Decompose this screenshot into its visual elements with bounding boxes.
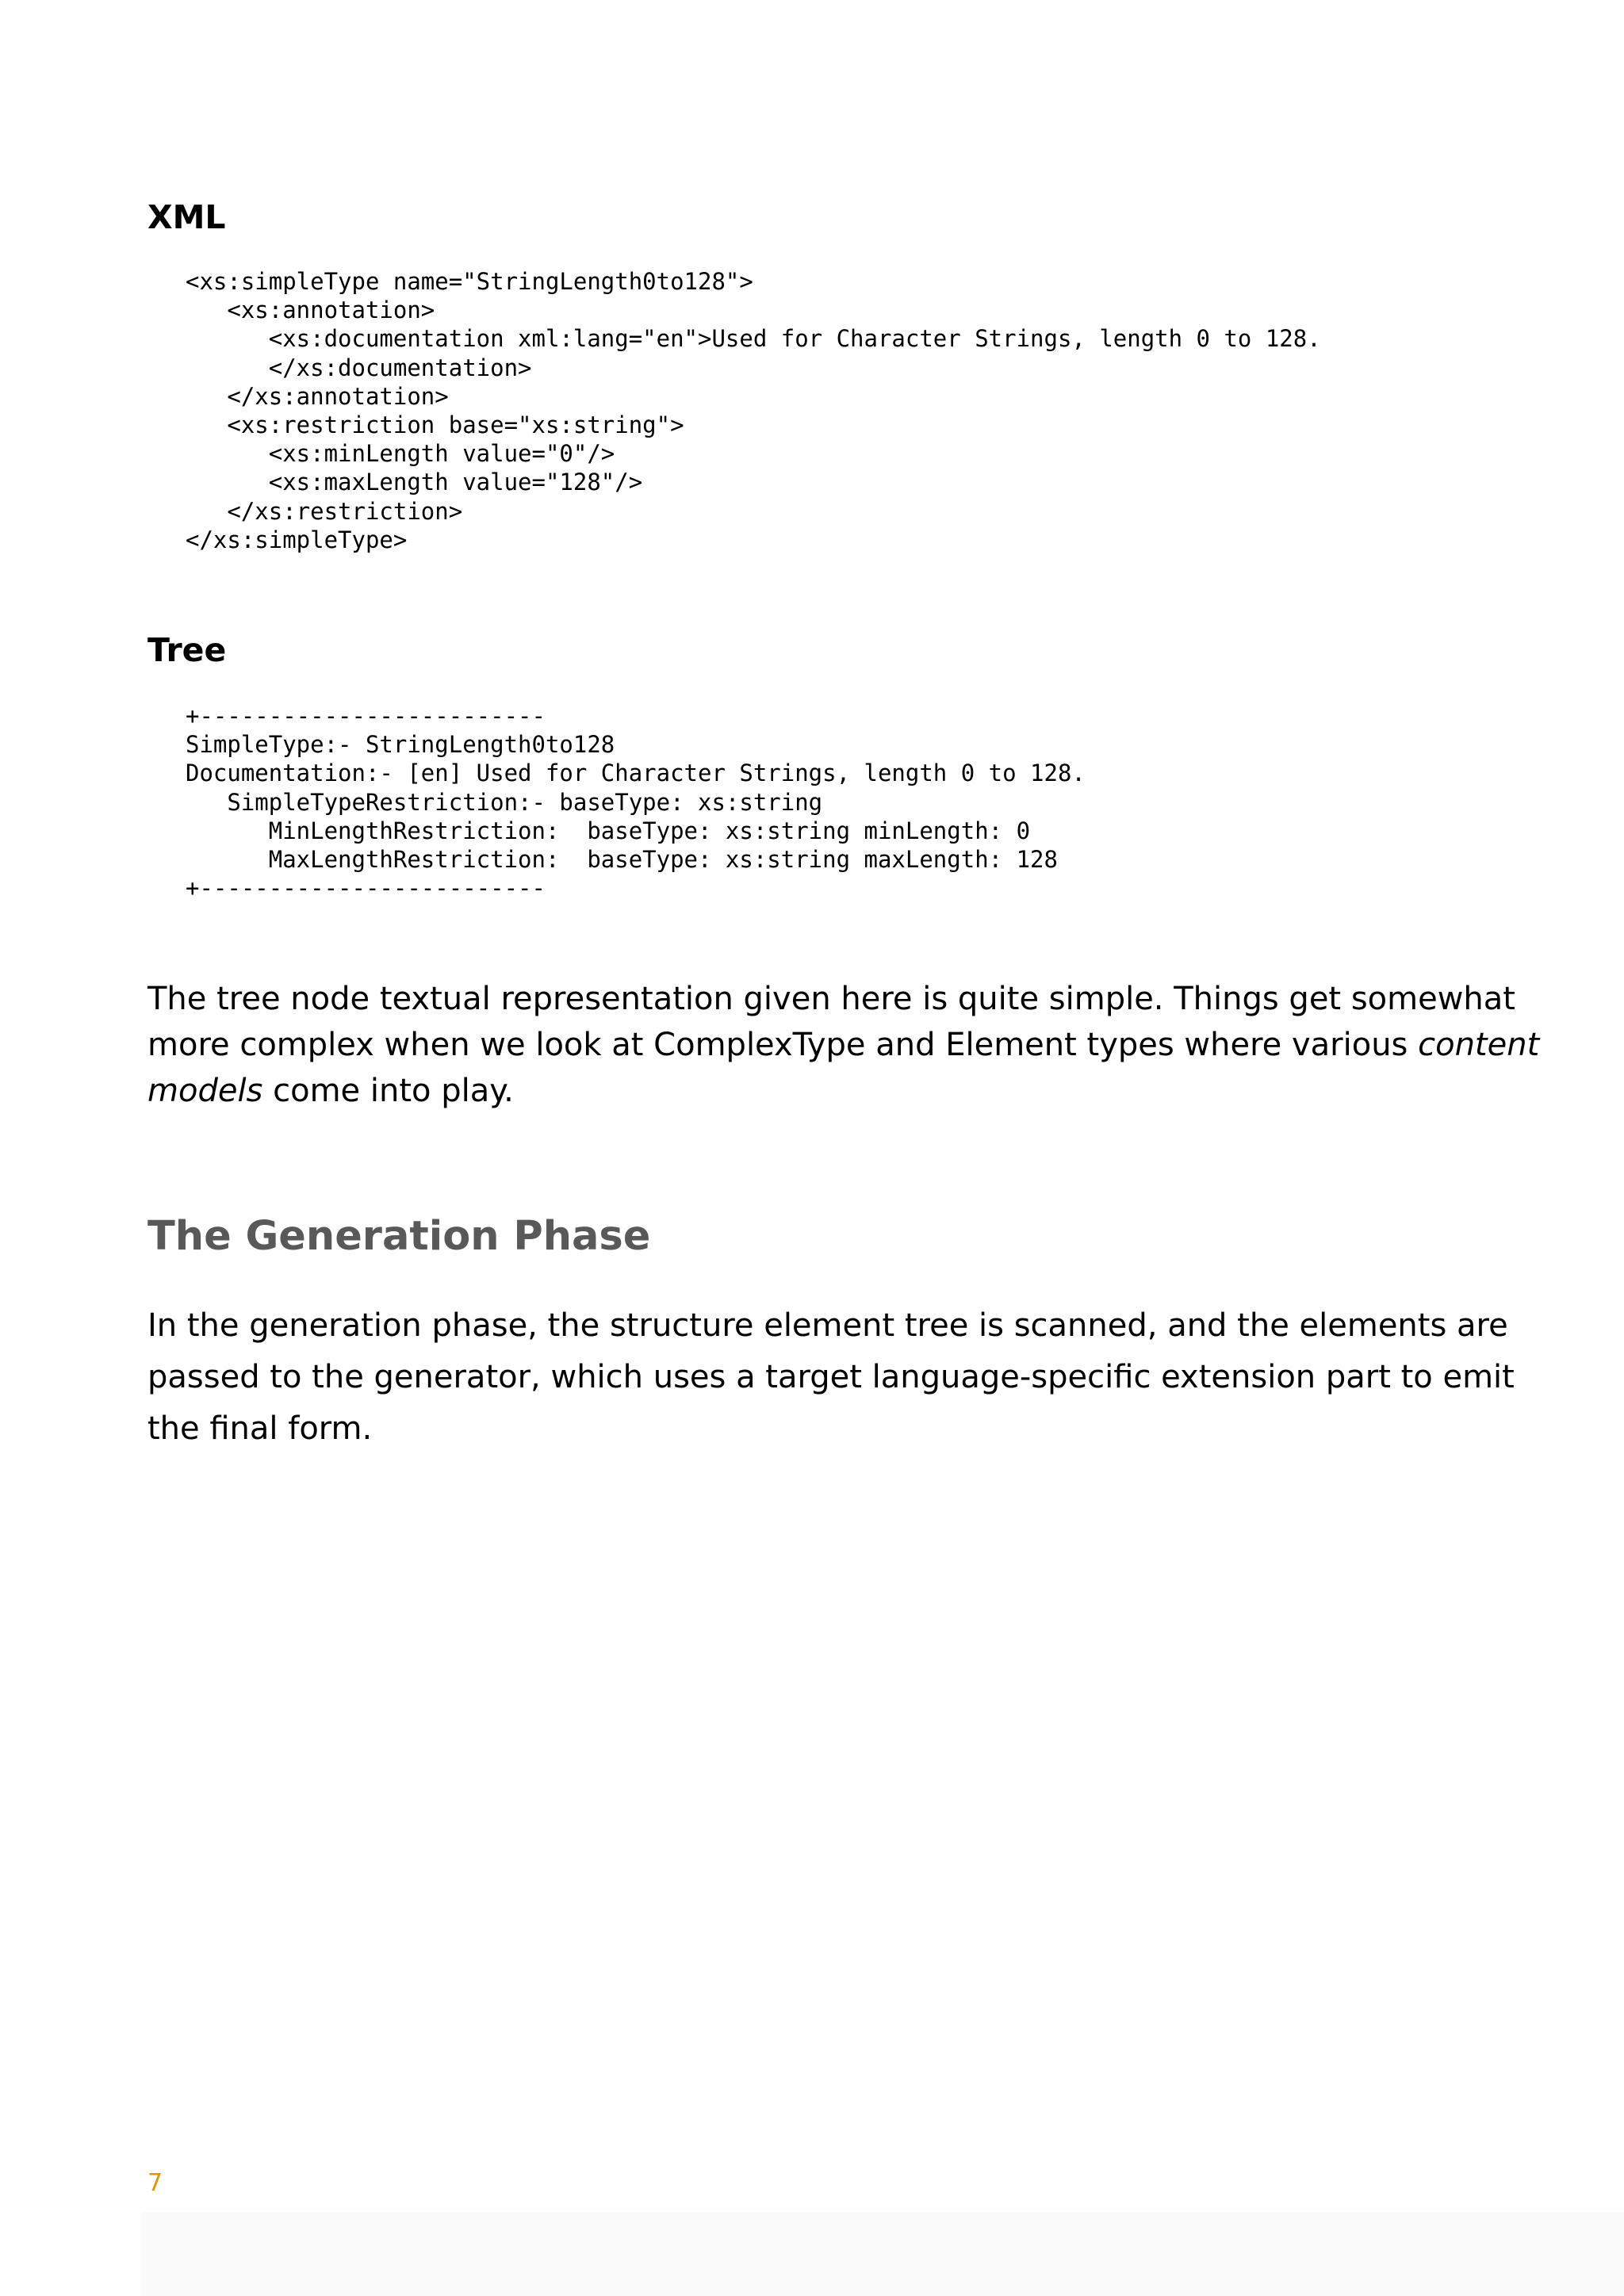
xml-heading: XML (147, 198, 226, 236)
paragraph-text: The tree node textual representation given here is quite simple. Things get somewhat more complex when we look at ComplexType and Element types where various (147, 981, 1515, 1063)
xml-code-block: <xs:simpleType name="StringLength0to128"> <xs:annotation> <xs:documentation xml:lang="en">Used for Character Strings, length 0 to 128. </xs:documentation> </xs:annotation> <xs:restriction base="xs:string"> <xs:minLength value="0"/> <xs:maxLength value="128"/> </xs:restriction> </xs:simpleType> (186, 268, 1321, 553)
generation-phase-paragraph: In the generation phase, the structure element tree is scanned, and the elements are passed to the generator, which uses a target language-specific extension part to emit the final form. (147, 1307, 1515, 1447)
section-heading: The Generation Phase (147, 1213, 651, 1260)
tree-code-block: +------------------------- SimpleType:- StringLength0to128 Documentation:- [en] Used for Character Strings, length 0 to 128. SimpleTypeRestriction:- baseType: xs:string MinLengthRestriction: baseType: xs:string minLength: 0 MaxLengthRestriction: baseType: xs:string maxLength: 128 +------------------------- (186, 702, 1086, 902)
tree-explanation-paragraph (147, 976, 1559, 1114)
tree-heading: Tree (147, 631, 227, 669)
paragraph-text: come into play. (262, 1073, 514, 1109)
footer-band (141, 2212, 1624, 2296)
page-number: 7 (147, 2169, 163, 2197)
emphasis-text: content models (147, 1027, 1540, 1109)
